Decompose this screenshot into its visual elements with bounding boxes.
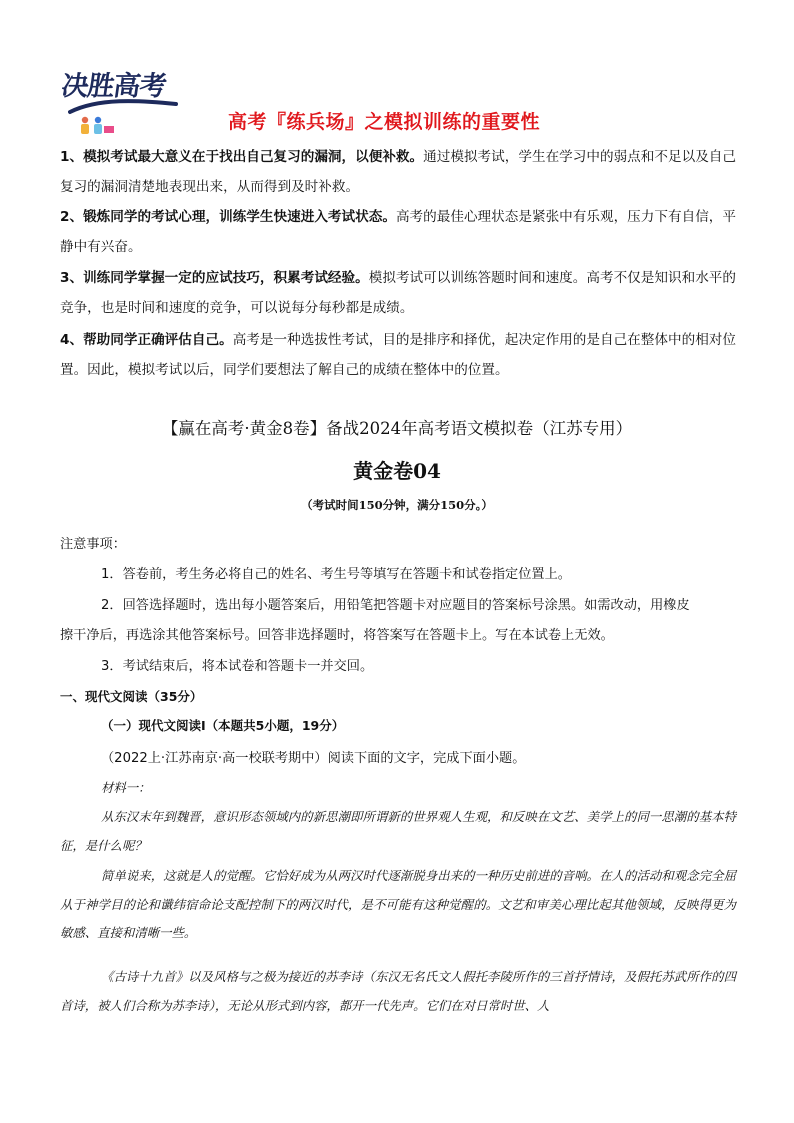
exam-title: 【赢在高考·黄金8卷】备战2024年高考语文模拟卷（江苏专用）	[161, 419, 633, 438]
point-1-text: 通过模拟考试，学生在学习中的弱点和不足以及自己复习的漏洞清楚地表现出来，从而得到及时补救。	[60, 149, 736, 195]
exam-time-note: （考试时间150分钟，满分150分。）	[301, 498, 493, 512]
section-heading: 一、现代文阅读（35分）	[60, 689, 203, 704]
passage-paragraph-3: 《古诗十九首》以及风格与之极为接近的苏李诗（东汉无名氏文人假托李陵所作的三首抒情诗，及假托苏武所作的四首诗，被人们合称为苏李诗），无论从形式到内容，都开一代先声。它们在对日常时世、人	[60, 969, 736, 1013]
note-item-2-cont: 擦干净后，再选涂其他答案标号。回答非选择题时，将答案写在答题卡上。写在本试卷上无效。	[60, 628, 614, 643]
point-3-text: 模拟考试可以训练答题时间和速度。高考不仅是知识和水平的竞争，也是时间和速度的竞争，可以说每分每秒都是成绩。	[60, 270, 736, 316]
point-2	[60, 202, 736, 262]
passage-paragraph-1: 从东汉末年到魏晋，意识形态领域内的新思潮即所谓新的世界观人生观，和反映在文艺、美学上的同一思潮的基本特征，是什么呢？	[60, 809, 736, 853]
point-4-bold: 4、帮助同学正确评估自己。	[60, 332, 233, 348]
banner-title: 高考『练兵场』之模拟训练的重要性	[228, 111, 541, 133]
note-item-1: 1．答卷前，考生务必将自己的姓名、考生号等填写在答题卡和试卷指定位置上。	[101, 567, 571, 582]
note-item-3: 3．考试结束后，将本试卷和答题卡一并交回。	[101, 659, 374, 674]
point-3-bold: 3、训练同学掌握一定的应试技巧，积累考试经验。	[60, 270, 369, 286]
point-4-text: 高考是一种选拔性考试，目的是排序和择优，起决定作用的是自己在整体中的相对位置。因此，模拟考试以后，同学们要想法了解自己的成绩在整体中的位置。	[60, 332, 736, 378]
point-3	[60, 263, 736, 323]
section-source: （2022上·江苏南京·高一校联考期中）阅读下面的文字，完成下面小题。	[101, 751, 526, 766]
note-item-2: 2．回答选择题时，选出每小题答案后，用铅笔把答题卡对应题目的答案标号涂黑。如需改动，用橡皮	[101, 598, 690, 613]
passage-paragraph-2: 简单说来，这就是人的觉醒。它恰好成为从两汉时代逐渐脱身出来的一种历史前进的音响。在人的活动和观念完全屈从于神学目的论和谶纬宿命论支配控制下的两汉时代，是不可能有这种觉醒的。文艺和审美心理比起其他领域，反映得更为敏感、直接和清晰一些。	[60, 868, 736, 940]
logo-students-icon	[76, 114, 116, 136]
logo	[58, 62, 188, 140]
point-2-text: 高考的最佳心理状态是紧张中有乐观，压力下有自信，平静中有兴奋。	[60, 209, 736, 255]
point-1-bold: 1、模拟考试最大意义在于找出自己复习的漏洞，以便补救。	[60, 149, 424, 165]
exam-subtitle: 黄金卷04	[353, 459, 441, 483]
notes-heading: 注意事项：	[60, 537, 126, 552]
point-4	[60, 325, 736, 385]
point-1	[60, 142, 736, 202]
point-2-bold: 2、锻炼同学的考试心理，训练学生快速进入考试状态。	[60, 209, 396, 225]
section-subheading: （一）现代文阅读Ⅰ（本题共5小题，19分）	[101, 718, 345, 733]
logo-calligraphy-text: 决胜高考	[59, 71, 168, 102]
material-label: 材料一：	[101, 780, 151, 795]
